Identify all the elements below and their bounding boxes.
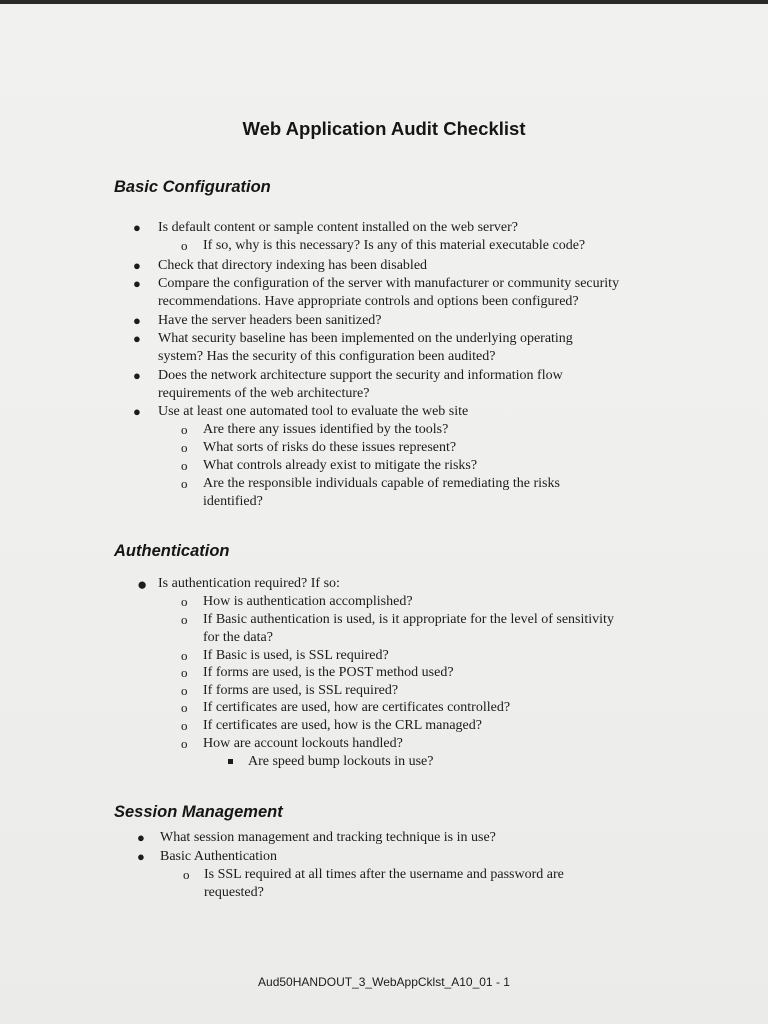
checklist-item-continued: system? Has the security of this configuration been audited? <box>158 349 496 364</box>
checklist-item: Check that directory indexing has been disabled <box>158 258 428 273</box>
section-heading-session-management: Session Management <box>114 803 283 821</box>
bullet-icon: ● <box>137 830 145 845</box>
page-footer: Aud50HANDOUT_3_WebAppCklst_A10_01 - 1 <box>258 975 510 989</box>
checklist-item: Have the server headers been sanitized? <box>158 313 382 328</box>
circle-bullet-icon: o <box>181 718 188 733</box>
circle-bullet-icon: o <box>181 238 188 253</box>
page-title: Web Application Audit Checklist <box>242 118 526 139</box>
circle-bullet-icon: o <box>181 594 188 609</box>
checklist-item: Use at least one automated tool to evaluate the web site <box>158 404 469 419</box>
checklist-item: Is default content or sample content installed on the web server? <box>158 220 518 235</box>
checklist-item-continued: recommendations. Have appropriate controls and options been configured? <box>158 294 579 309</box>
section-heading-basic-configuration: Basic Configuration <box>114 178 271 196</box>
checklist-subitem-continued: requested? <box>204 885 264 900</box>
circle-bullet-icon: o <box>181 736 188 751</box>
bullet-icon: ● <box>137 575 148 594</box>
checklist-subitem: If Basic authentication is used, is it appropriate for the level of sensitivity <box>203 612 614 627</box>
circle-bullet-icon: o <box>181 648 188 663</box>
bullet-icon: ● <box>133 404 141 419</box>
checklist-subitem-continued: for the data? <box>203 630 273 645</box>
circle-bullet-icon: o <box>183 867 190 882</box>
checklist-subsubitem: Are speed bump lockouts in use? <box>248 754 434 769</box>
checklist-subitem: Are the responsible individuals capable of remediating the risks <box>203 476 560 491</box>
checklist-item: What session management and tracking technique is in use? <box>160 830 496 845</box>
circle-bullet-icon: o <box>181 422 188 437</box>
checklist-subitem: How is authentication accomplished? <box>203 594 413 609</box>
bullet-icon: ● <box>133 313 141 328</box>
scan-edge <box>0 0 768 4</box>
checklist-subitem: What sorts of risks do these issues represent? <box>203 440 457 455</box>
checklist-item: What security baseline has been implemented on the underlying operating <box>158 331 573 346</box>
circle-bullet-icon: o <box>181 700 188 715</box>
bullet-icon: ● <box>133 276 141 291</box>
checklist-subitem: If forms are used, is the POST method used? <box>203 665 454 680</box>
square-bullet-icon <box>228 759 233 764</box>
circle-bullet-icon: o <box>181 665 188 680</box>
checklist-subitem: If so, why is this necessary? Is any of this material executable code? <box>203 238 586 253</box>
checklist-item: Is authentication required? If so: <box>158 576 340 591</box>
checklist-subitem: Is SSL required at all times after the username and password are <box>204 867 564 882</box>
checklist-subitem-continued: identified? <box>203 494 263 509</box>
checklist-subitem: If certificates are used, how are certificates controlled? <box>203 700 511 715</box>
checklist-item: Compare the configuration of the server with manufacturer or community security <box>158 276 620 291</box>
bullet-icon: ● <box>133 368 141 383</box>
bullet-icon: ● <box>133 331 141 346</box>
circle-bullet-icon: o <box>181 612 188 627</box>
checklist-subitem: If forms are used, is SSL required? <box>203 683 399 698</box>
checklist-subitem: If Basic is used, is SSL required? <box>203 648 389 663</box>
checklist-subitem: If certificates are used, how is the CRL managed? <box>203 718 482 733</box>
circle-bullet-icon: o <box>181 440 188 455</box>
section-heading-authentication: Authentication <box>114 542 230 560</box>
checklist-subitem: Are there any issues identified by the tools? <box>203 422 449 437</box>
checklist-subitem: How are account lockouts handled? <box>203 736 403 751</box>
bullet-icon: ● <box>133 220 141 235</box>
bullet-icon: ● <box>137 849 145 864</box>
circle-bullet-icon: o <box>181 458 188 473</box>
checklist-subitem: What controls already exist to mitigate the risks? <box>203 458 478 473</box>
checklist-item: Does the network architecture support the security and information flow <box>158 368 563 383</box>
checklist-item: Basic Authentication <box>160 849 278 864</box>
circle-bullet-icon: o <box>181 476 188 491</box>
circle-bullet-icon: o <box>181 683 188 698</box>
bullet-icon: ● <box>133 258 141 273</box>
checklist-item-continued: requirements of the web architecture? <box>158 386 370 401</box>
